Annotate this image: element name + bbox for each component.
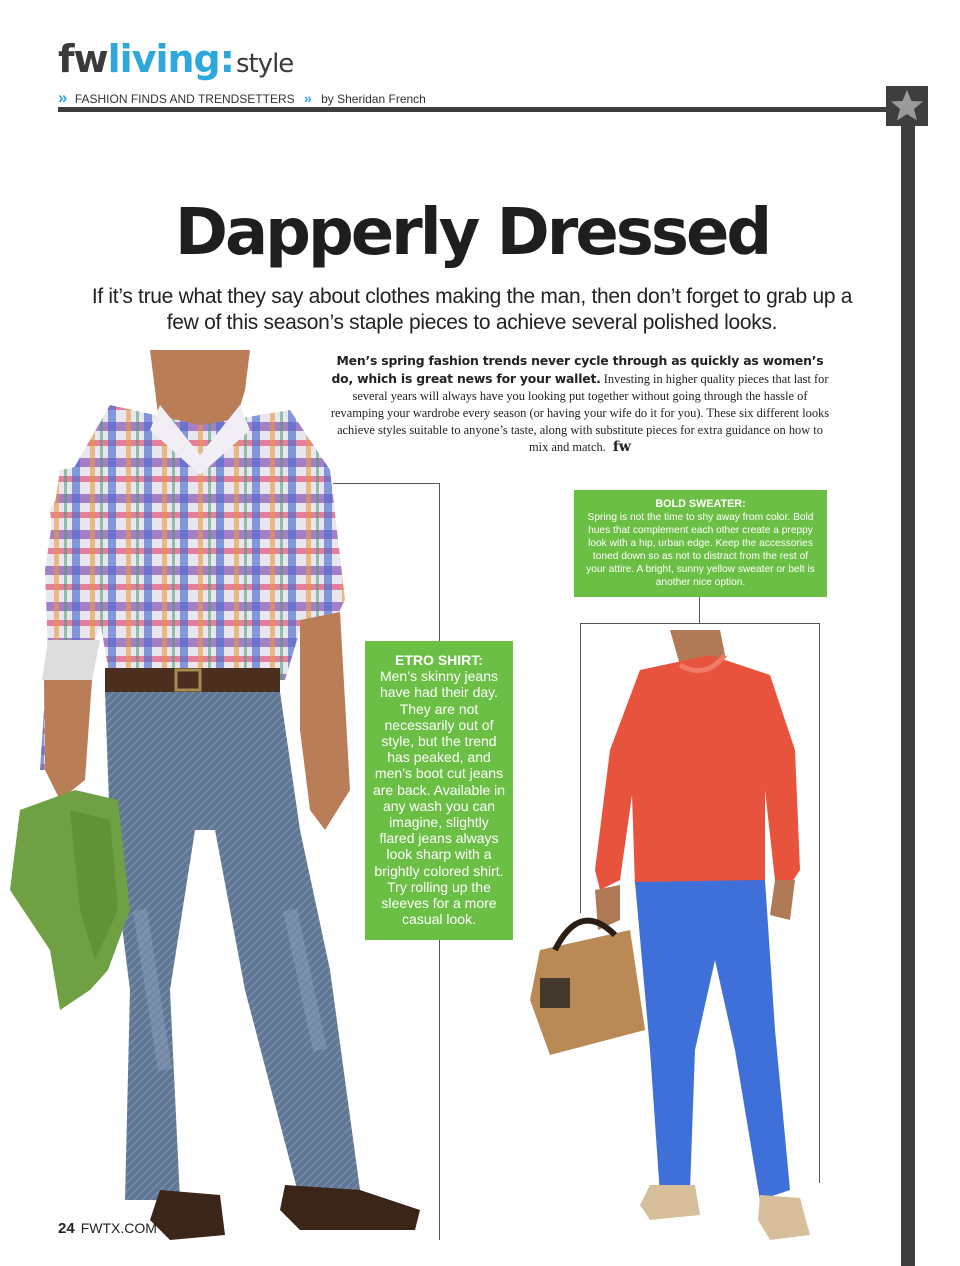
callout-body: Spring is not the time to shy away from color. Bold hues that complement each other create a preppy look with a hip, urban edge. Keep the accessories toned down so as not to distract from the rest of your attire. A bright, sunny yellow sweater or belt is another nice option. bbox=[586, 512, 815, 588]
section-headline bbox=[58, 88, 426, 108]
article-title: Dapperly Dressed bbox=[174, 196, 770, 270]
star-badge bbox=[886, 86, 928, 126]
connector-line bbox=[333, 483, 440, 484]
connector-line bbox=[819, 623, 820, 1183]
connector-line bbox=[439, 483, 440, 641]
site-url: FWTX.COM bbox=[80, 1220, 157, 1236]
intro-body: Investing in higher quality pieces that last for several years will always have you looking put together without going through the hassle of revamping your wardrobe every season (or having your wife do it for you). These six different looks achieve styles suitable to anyone’s taste, along with substitute pieces for extra guidance on how to mix and match. bbox=[330, 372, 830, 454]
logo-style: style bbox=[235, 49, 294, 79]
chevron-right-icon: » bbox=[303, 90, 312, 106]
callout-heading: BOLD SWEATER: bbox=[655, 498, 746, 510]
header-rule bbox=[58, 107, 892, 112]
connector-line bbox=[580, 623, 820, 624]
connector-line bbox=[439, 940, 440, 1240]
callout-heading: ETRO SHIRT: bbox=[395, 652, 483, 668]
logo-fw: fw bbox=[58, 37, 108, 81]
page-folio bbox=[58, 1220, 157, 1237]
star-icon bbox=[886, 86, 928, 126]
callout-body: Men’s skinny jeans have had their day. They are not necessarily out of style, but the trend has peaked, and men’s boot cut jeans are back. Available in any wash you can imagine, slightly flared jeans always look sharp with a brightly colored shirt. Try rolling up the sleeves for a more casual look. bbox=[372, 668, 506, 928]
page-edge-bar bbox=[901, 126, 915, 1266]
chevron-right-icon: » bbox=[58, 88, 68, 107]
callout-etro-shirt bbox=[365, 641, 513, 940]
section-name: FASHION FINDS AND TRENDSETTERS bbox=[74, 92, 295, 106]
logo-living: living: bbox=[107, 37, 234, 81]
intro-lead: Men’s spring fashion trends never cycle through as quickly as women’s do, which is great news for your wallet. bbox=[331, 353, 824, 386]
byline: by Sheridan French bbox=[321, 92, 426, 106]
intro-signoff: fw bbox=[612, 439, 631, 455]
article-deck: If it’s true what they say about clothes making the man, then don’t forget to grab up a few of this season’s staple pieces to achieve several polished looks. bbox=[91, 285, 853, 334]
connector-line bbox=[580, 623, 581, 913]
photo-bold-sweater-model bbox=[520, 630, 820, 1250]
connector-line bbox=[699, 597, 700, 624]
page-number: 24 bbox=[58, 1220, 75, 1237]
callout-bold-sweater bbox=[574, 490, 827, 597]
section-logo bbox=[58, 37, 294, 81]
